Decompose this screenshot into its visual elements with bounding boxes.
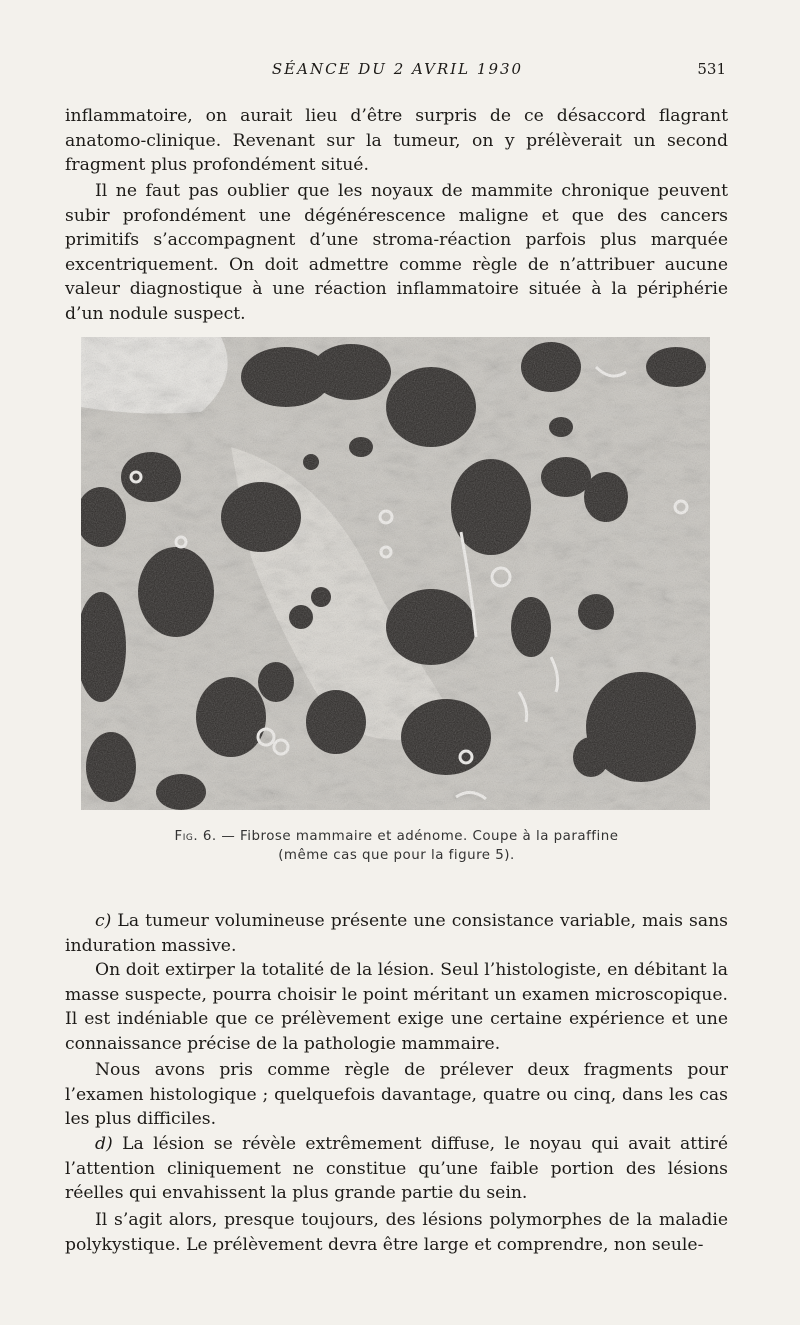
paragraph-4: On doit extirper la totalité de la lésion. Seul l’histologiste, en débitant la masse suspecte, pourra choisir le point méritant un examen microscopique. Il est indéniable que ce prélèvement exige une certaine expérience et une connaissance précise de la pathologie mammaire.	[65, 960, 728, 1054]
figure-label: Fig. 6.	[174, 829, 217, 844]
caption-line-1	[65, 827, 728, 846]
caption-text-1: — Fibrose mammaire et adénome. Coupe à la paraffine	[221, 829, 619, 844]
paragraph-3	[65, 909, 728, 958]
paragraph-1: inflammatoire, on aurait lieu d’être surpris de ce désaccord flagrant anatomo-clinique. Revenant sur la tumeur, on y prélèverait un second fragment plus profondément situé.	[65, 106, 728, 176]
paragraph-6	[65, 1132, 728, 1206]
paragraph-2: Il ne faut pas oublier que les noyaux de mammite chronique peuvent subir profondément une dégénérescence maligne et que des cancers primitifs s’accompagnent d’une stroma-réaction parfois plus marquée excentriquement. On doit admettre comme règle de n’attribuer aucune valeur diagnostique à une réaction inflammatoire située à la périphérie d’un nodule suspect.	[65, 181, 728, 324]
paragraph-6-text: La lésion se révèle extrêmement diffuse, le noyau qui avait attiré l’attention cliniquement ne constitue qu’une faible portion des lésions réelles qui envahissent la plus grande partie du sein.	[65, 1134, 728, 1204]
figure-caption	[65, 827, 728, 865]
paragraph-5: Nous avons pris comme règle de prélever deux fragments pour l’examen histologique ; quelquefois davantage, quatre ou cinq, dans les cas les plus difficiles.	[65, 1060, 728, 1130]
page-number: 531	[697, 60, 726, 78]
running-head	[65, 60, 730, 86]
item-letter-c: c)	[95, 911, 112, 931]
caption-line-2: (même cas que pour la figure 5).	[278, 848, 515, 863]
running-title: SÉANCE DU 2 AVRIL 1930	[271, 60, 524, 78]
item-letter-d: d)	[95, 1134, 113, 1154]
paragraph-7: Il s’agit alors, presque toujours, des lésions polymorphes de la maladie polykystique. Le prélèvement devra être large et comprendre, non seule-	[65, 1210, 728, 1255]
figure-6-micrograph	[81, 337, 710, 810]
paragraph-3-text: La tumeur volumineuse présente une consistance variable, mais sans induration massive.	[65, 911, 729, 956]
